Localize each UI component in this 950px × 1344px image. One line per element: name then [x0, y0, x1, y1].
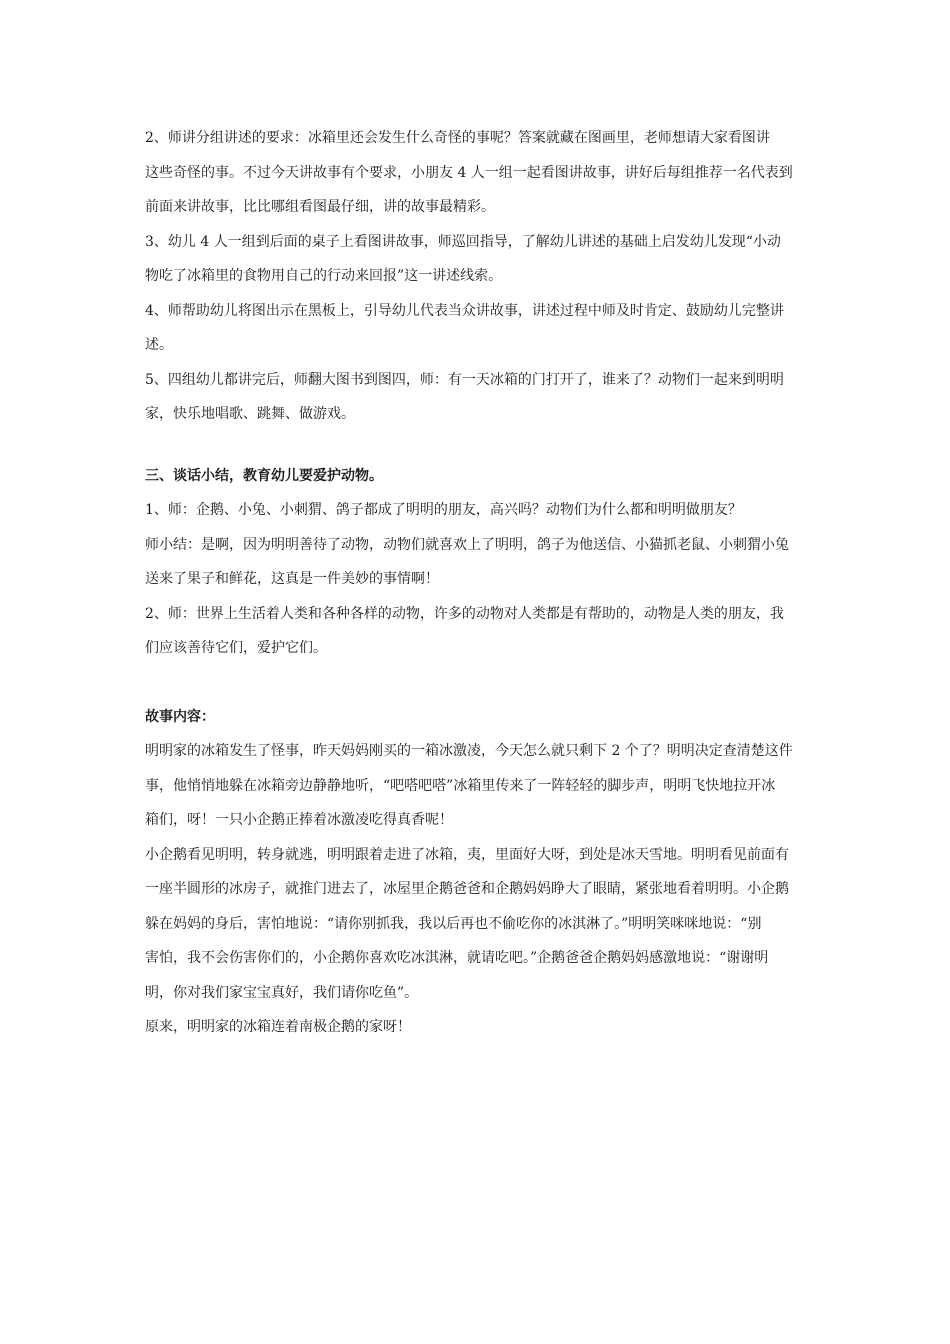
text-line: 2、师讲分组讲述的要求：冰箱里还会发生什么奇怪的事呢？答案就藏在图画里，老师想请大家看图讲 [145, 130, 770, 146]
text-line: 1、师：企鹅、小兔、小刺猬、鸽子都成了明明的朋友，高兴吗？动物们为什么都和明明做朋友？ [145, 502, 742, 518]
section-heading: 三、谈话小结，教育幼儿要爱护动物。 [145, 467, 383, 484]
text-line: 送来了果子和鲜花，这真是一件美妙的事情啊！ [145, 571, 439, 587]
text-line: 害怕，我不会伤害你们的，小企鹅你喜欢吃冰淇淋，就请吃吧。”企鹅爸爸企鹅妈妈感激地说：“谢谢明 [145, 950, 769, 966]
text-line: 原来，明明家的冰箱连着南极企鹅的家呀！ [145, 1019, 411, 1035]
text-line: 3、幼儿 4 人一组到后面的桌子上看图讲故事，师巡回指导，了解幼儿讲述的基础上启发幼儿发现“小动 [145, 233, 781, 250]
text-line: 一座半圆形的冰房子，就推门进去了，冰屋里企鹅爸爸和企鹅妈妈睁大了眼睛，紧张地看着明明。小企鹅 [145, 881, 789, 897]
section3-paragraph-2 [145, 528, 810, 597]
story-paragraph-3 [145, 1010, 810, 1045]
story-paragraph-2 [145, 838, 810, 1011]
story-paragraph-1 [145, 734, 810, 838]
text-line: 明明家的冰箱发生了怪事，昨天妈妈刚买的一箱冰激凌，今天怎么就只剩下 2 个了？明明决定查清楚这件 [145, 743, 793, 759]
text-line: 物吃了冰箱里的食物用自己的行动来回报”这一讲述线索。 [145, 268, 503, 284]
step-4 [145, 294, 810, 363]
document-page [145, 121, 810, 1045]
spacer [145, 432, 810, 459]
step-2 [145, 121, 810, 225]
text-line: 2、师：世界上生活着人类和各种各样的动物，许多的动物对人类都是有帮助的，动物是人类的朋友，我 [145, 605, 784, 622]
text-line: 们应该善待它们，爱护它们。 [145, 640, 327, 656]
text-line: 小企鹅看见明明，转身就逃，明明跟着走进了冰箱，夷，里面好大呀，到处是冰天雪地。明明看见前面有 [145, 846, 789, 863]
text-line: 事，他悄悄地躲在冰箱旁边静静地听，“吧嗒吧嗒”冰箱里传来了一阵轻轻的脚步声，明明飞快地拉开冰 [145, 777, 776, 794]
text-line: 家，快乐地唱歌、跳舞、做游戏。 [145, 406, 355, 422]
step-3 [145, 225, 810, 294]
section3-paragraph-3 [145, 597, 810, 666]
section3-paragraph-1 [145, 493, 810, 528]
text-line: 躲在妈妈的身后，害怕地说：“请你别抓我，我以后再也不偷吃你的冰淇淋了。”明明笑咪咪地说：“别 [145, 915, 762, 932]
text-line: 明，你对我们家宝宝真好，我们请你吃鱼”。 [145, 984, 419, 1001]
text-line: 这些奇怪的事。不过今天讲故事有个要求，小朋友 4 人一组一起看图讲故事，讲好后每组推荐一名代表到 [145, 164, 793, 181]
text-line: 箱们，呀！一只小企鹅正捧着冰激凌吃得真香呢！ [145, 812, 453, 828]
text-line: 师小结：是啊，因为明明善待了动物，动物们就喜欢上了明明，鸽子为他送信、小猫抓老鼠、小刺猬小兔 [145, 536, 789, 553]
spacer [145, 666, 810, 700]
text-line: 5、四组幼儿都讲完后，师翻大图书到图四，师：有一天冰箱的门打开了，谁来了？动物们一起来到明明 [145, 371, 784, 388]
story-heading: 故事内容： [145, 708, 215, 725]
text-line: 述。 [145, 337, 173, 353]
step-5 [145, 363, 810, 432]
text-line: 前面来讲故事，比比哪组看图最仔细，讲的故事最精彩。 [145, 199, 495, 215]
text-line: 4、师帮助幼儿将图出示在黑板上，引导幼儿代表当众讲故事，讲述过程中师及时肯定、鼓励幼儿完整讲 [145, 302, 784, 319]
